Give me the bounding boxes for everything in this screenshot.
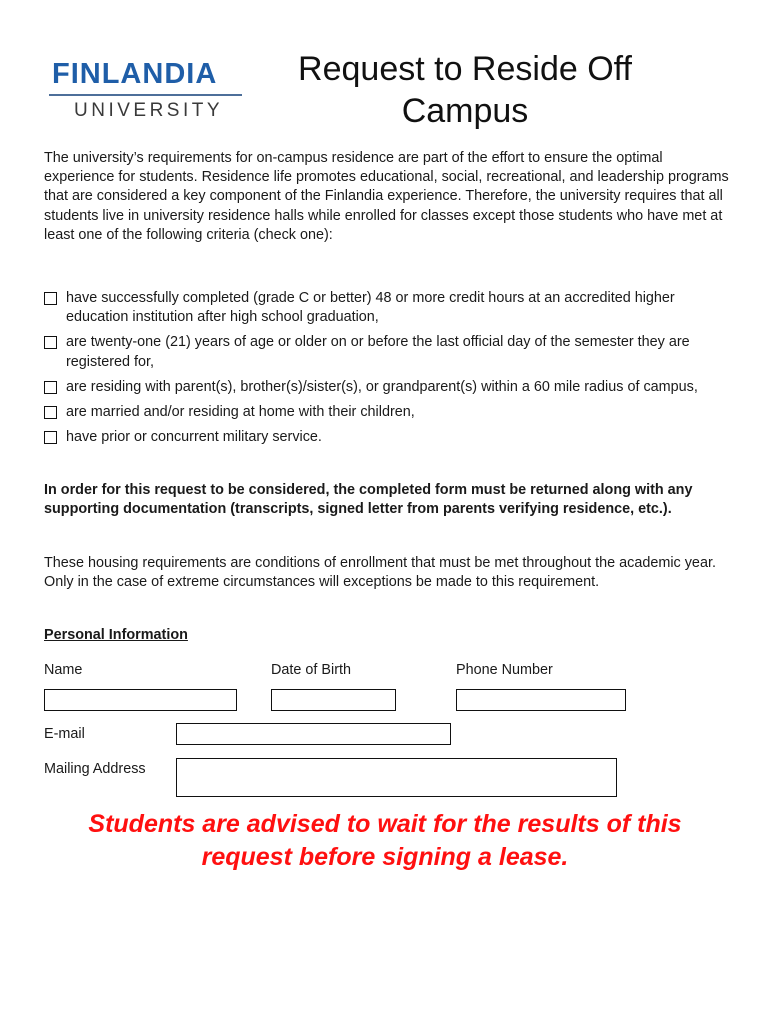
lease-notice (40, 808, 730, 874)
criteria-checklist (44, 289, 734, 447)
name-label: Name (44, 662, 83, 678)
criteria-item (44, 378, 734, 397)
criteria-label: have successfully completed (grade C or better) 48 or more credit hours at an accredited higher education institution after high school graduation, (66, 290, 675, 326)
criteria-checkbox-family-residence[interactable] (44, 381, 57, 394)
logo-divider (49, 94, 242, 96)
criteria-item (44, 289, 734, 327)
lease-notice-line-2: request before signing a lease. (201, 843, 569, 871)
criteria-checkbox-military[interactable] (44, 431, 57, 444)
conditions-note: These housing requirements are conditions of enrollment that must be met throughout the academic year. Only in the case of extreme circumstances will exceptions be made to this requirement. (44, 555, 716, 591)
email-field[interactable] (176, 723, 451, 745)
dob-label: Date of Birth (271, 662, 351, 678)
mailing-address-label: Mailing Address (44, 761, 146, 777)
requirement-note: In order for this request to be considered, the completed form must be returned along with any supporting documentation (transcripts, signed letter from parents verifying residence, etc.). (44, 482, 693, 518)
page-title-line-1: Request to Reside Off (298, 50, 632, 88)
phone-label: Phone Number (456, 662, 553, 678)
personal-info-heading: Personal Information (44, 627, 188, 643)
criteria-checkbox-age[interactable] (44, 336, 57, 349)
criteria-label: have prior or concurrent military service. (66, 429, 322, 446)
email-label: E-mail (44, 726, 85, 742)
dob-field[interactable] (271, 689, 396, 711)
criteria-item (44, 428, 734, 447)
mailing-address-field[interactable] (176, 758, 617, 797)
criteria-checkbox-credit-hours[interactable] (44, 292, 57, 305)
lease-notice-line-1: Students are advised to wait for the results of this (88, 810, 682, 838)
criteria-item (44, 403, 734, 422)
criteria-item (44, 333, 734, 371)
criteria-label: are married and/or residing at home with their children, (66, 404, 415, 421)
name-field[interactable] (44, 689, 237, 711)
logo-wordmark: FINLANDIA (52, 58, 218, 90)
page-title (270, 48, 660, 132)
phone-field[interactable] (456, 689, 626, 711)
criteria-checkbox-married[interactable] (44, 406, 57, 419)
logo-subtitle: UNIVERSITY (74, 100, 224, 121)
criteria-label: are twenty-one (21) years of age or older on or before the last official day of the semester they are registered for, (66, 334, 690, 370)
criteria-label: are residing with parent(s), brother(s)/sister(s), or grandparent(s) within a 60 mile radius of campus, (66, 378, 698, 395)
intro-paragraph: The university’s requirements for on-campus residence are part of the effort to ensure the optimal experience for students. Residence life promotes educational, social, recreational, and leadership programs that are considered a key component of the Finlandia experience. Therefore, the university requires that all students live in university residence halls while enrolled for classes except those students who have met at least one of the following criteria (check one): (44, 150, 729, 243)
page-title-line-2: Campus (401, 92, 529, 130)
